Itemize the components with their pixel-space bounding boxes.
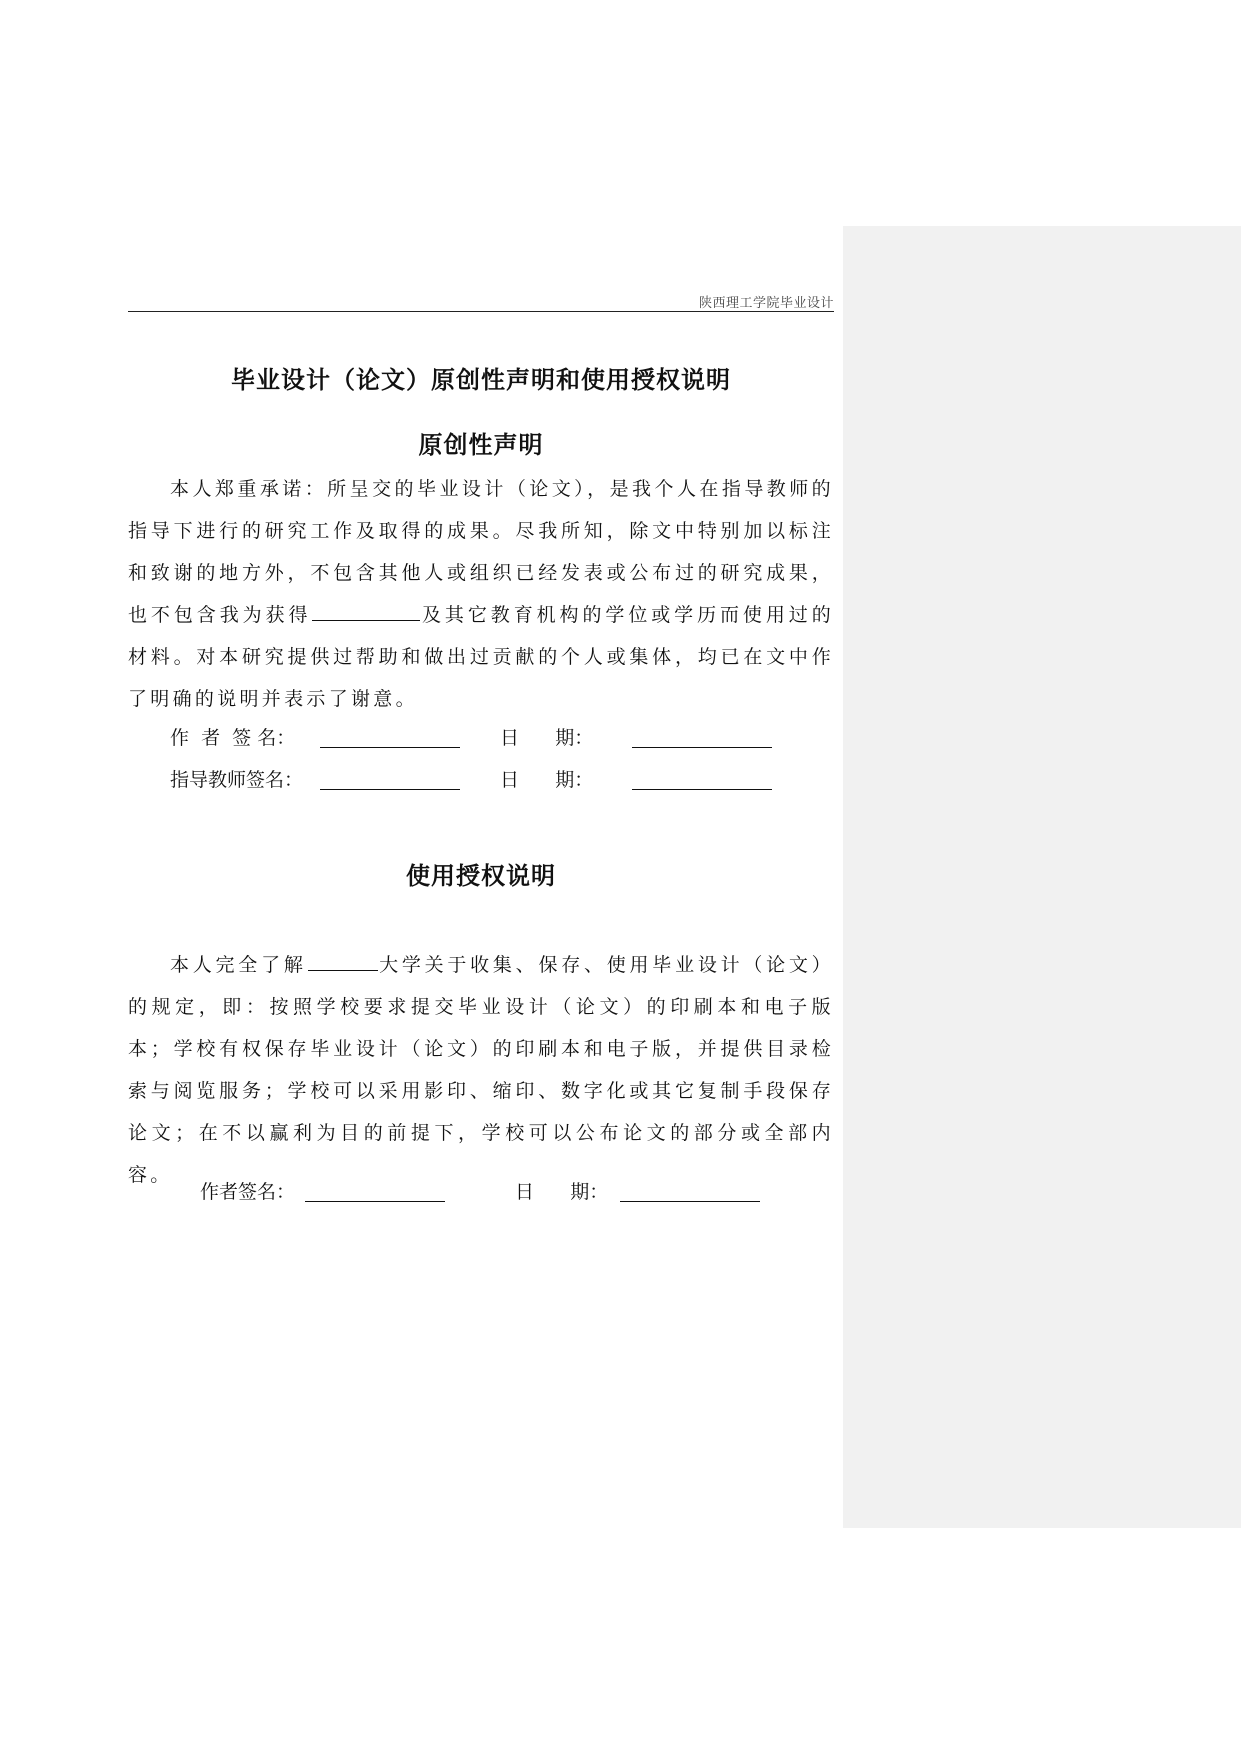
originality-text-1: 本人郑重承诺：所呈交的毕业设计（论文），是我个人在指导教师的指导下进行的研究工作及取得的成果。尽我所知，除文中特别加以标注和致谢的地方外，不包含其他人或组织已经发表或公布过的研究成果，也不包含我为获得 — [128, 478, 834, 626]
originality-heading: 原创性声明 — [418, 431, 544, 459]
degree-blank-field[interactable] — [312, 619, 420, 621]
originality-statement — [128, 468, 834, 720]
advisor-sign-label: 指导教师签名： — [170, 769, 304, 791]
authorization-heading: 使用授权说明 — [406, 862, 556, 890]
authorization-sign-field[interactable] — [305, 1201, 445, 1202]
authorization-signature-row — [200, 1177, 840, 1207]
author-signature-row — [170, 723, 810, 753]
document-title: 毕业设计（论文）原创性声明和使用授权说明 — [231, 366, 731, 394]
advisor-signature-row — [170, 765, 810, 795]
document-page — [128, 0, 834, 1754]
header-rule — [128, 311, 834, 312]
author-date-label: 日 期： — [500, 727, 594, 749]
authorization-statement — [128, 944, 834, 1196]
authorization-text-1: 本人完全了解 — [170, 954, 307, 976]
authorization-text-2: 大学关于收集、保存、使用毕业设计（论文）的规定，即：按照学校要求提交毕业设计（论文）的印刷本和电子版本；学校有权保存毕业设计（论文）的印刷本和电子版，并提供目录检索与阅览服务；学校可以采用影印、缩印、数字化或其它复制手段保存论文；在不以赢利为目的前提下，学校可以公布论文的部分或全部内容。 — [128, 954, 834, 1186]
advisor-date-label: 日 期： — [500, 769, 594, 791]
advisor-sign-field[interactable] — [320, 789, 460, 790]
authorization-date-field[interactable] — [620, 1201, 760, 1202]
author-date-field[interactable] — [632, 747, 772, 748]
university-blank-field[interactable] — [308, 969, 378, 971]
originality-text-2: 及其它教育机构的学位或学历而使用过的材料。对本研究提供过帮助和做出过贡献的个人或集体，均已在文中作了明确的说明并表示了谢意。 — [128, 604, 834, 710]
authorization-sign-label: 作者签名： — [200, 1181, 296, 1203]
advisor-date-field[interactable] — [632, 789, 772, 790]
author-sign-label: 作 者 签 名： — [170, 727, 296, 749]
authorization-date-label: 日 期： — [515, 1181, 609, 1203]
running-header: 陕西理工学院毕业设计 — [698, 296, 834, 311]
comment-pane — [843, 226, 1241, 1528]
author-sign-field[interactable] — [320, 747, 460, 748]
